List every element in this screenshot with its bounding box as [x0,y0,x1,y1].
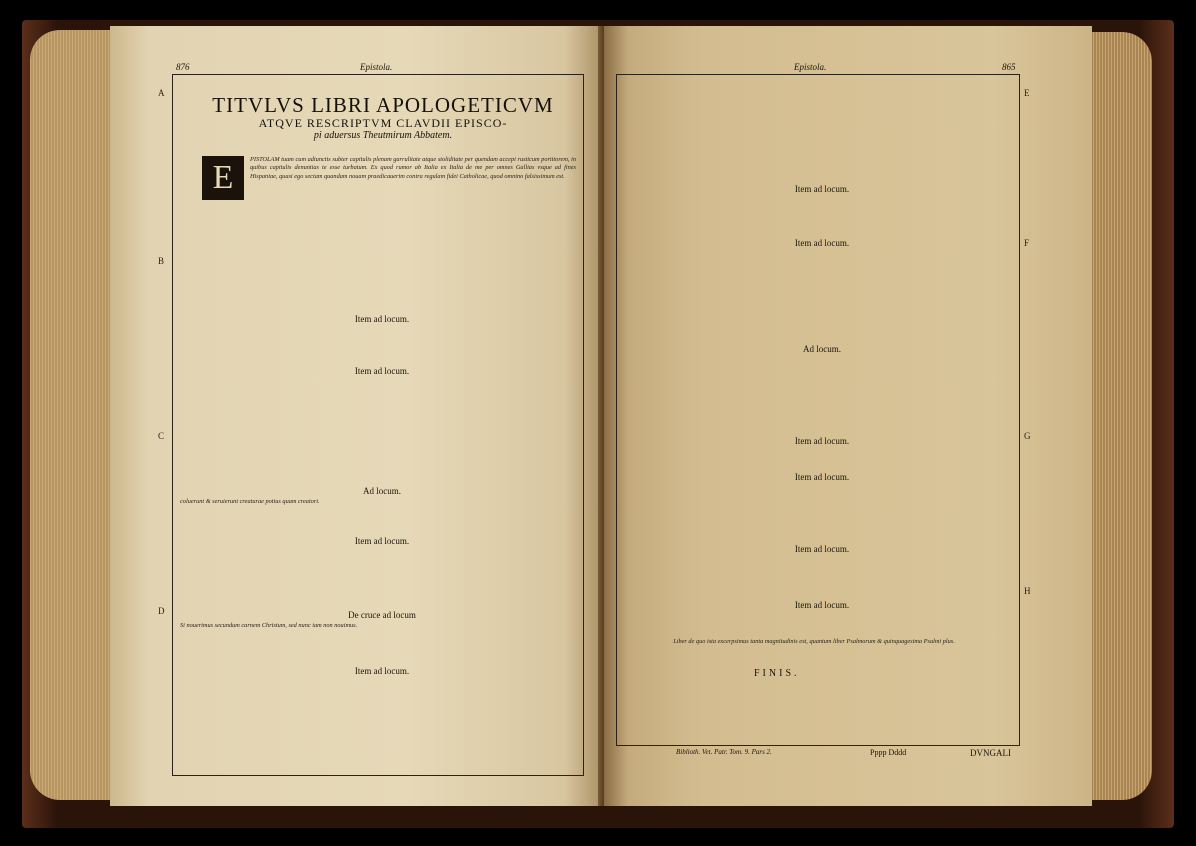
margin-letter-a: A [158,88,165,98]
right-page [604,26,1092,806]
margin-letter-g: G [1024,431,1031,441]
closing-paragraph: Liber de quo ista excerpsimus tanta magnitudinis est, quantum liber Psalmorum & quinquagesima Psalmi plus. [673,638,955,645]
page-title [198,94,568,142]
section-heading: Item ad locum. [794,544,850,554]
section-heading: Item ad locum. [354,366,410,376]
body-text-block-7 [624,556,1012,600]
body-text-block-6: Si nouerimus secundum carnem Christum, sed nunc iam non nouimus. [180,622,358,629]
left-page-edges [30,30,110,800]
section-heading: Item ad locum. [794,472,850,482]
body-text-block-7 [180,678,576,768]
left-running-head: Epistola. [360,62,393,72]
margin-letter-f: F [1024,238,1030,248]
body-text-block-5 [624,448,1012,470]
body-text-block-3 [180,378,576,483]
section-heading: De cruce ad locum [348,610,416,620]
body-text-block-2 [624,196,1012,236]
body-text-block-1 [180,206,576,306]
footer-catchword: DVNGALI [970,748,1011,758]
title-line-3: pi aduersus Theutmirum Abbatem. [313,130,453,141]
margin-letter-e: E [1024,88,1030,98]
section-heading: Item ad locum. [794,238,850,248]
footer-edition-note: Biblioth. Vet. Patr. Tom. 9. Pars 2. [676,748,772,756]
margin-letter-d: D [158,606,165,616]
margin-letter-h: H [1024,586,1031,596]
left-page [110,26,604,806]
section-heading: Ad locum. [803,344,841,354]
footer-signature: Pppp Dddd [870,748,907,757]
section-heading: Item ad locum. [794,436,850,446]
section-heading: Item ad locum. [354,314,410,324]
title-line-1: TITVLVS LIBRI APOLOGETICVM [212,93,554,117]
left-page-number: 876 [176,62,190,72]
right-page-edges [1090,32,1152,800]
body-text-block-6 [624,484,1012,540]
section-heading: Item ad locum. [794,184,850,194]
finis-mark: FINIS. [754,668,800,679]
body-text-block-3 [624,250,1012,340]
title-line-2: ATQVE RESCRIPTVM CLAVDII EPISCO- [258,116,508,130]
decorated-initial: E [202,156,244,200]
margin-letter-b: B [158,256,165,266]
section-heading: Item ad locum. [794,600,850,610]
intro-paragraph: PISTOLAM tuam cum adiunctis subter capitulis plenam garrulitate atque stoliditate per quendam accepi rusticum portitorem, in quibus capitulis denuntias te esse turbatum. Ex quod rumor ab Italia ex Italia de me per omnes Gallias vsque ad fines Hispaniae, quasi ego sectam quandam nouam praedicauerim contra regulam fidei Catholicae, quod omnino falsissimum est. [250,156,576,180]
body-text-block-2 [180,326,576,364]
margin-letter-c: C [158,431,165,441]
section-heading: Item ad locum. [354,666,410,676]
body-text-block-5 [180,548,576,608]
body-text-block-4: coluerunt & seruierunt creaturae potius quam creatori. [180,498,320,505]
section-heading: Ad locum. [363,486,401,496]
body-text-block-8 [624,612,1012,638]
section-heading: Item ad locum. [354,536,410,546]
body-text-block-1 [624,80,1012,180]
body-text-block-4 [624,356,1012,434]
right-running-head: Epistola. [794,62,827,72]
right-page-number: 865 [1002,62,1016,72]
